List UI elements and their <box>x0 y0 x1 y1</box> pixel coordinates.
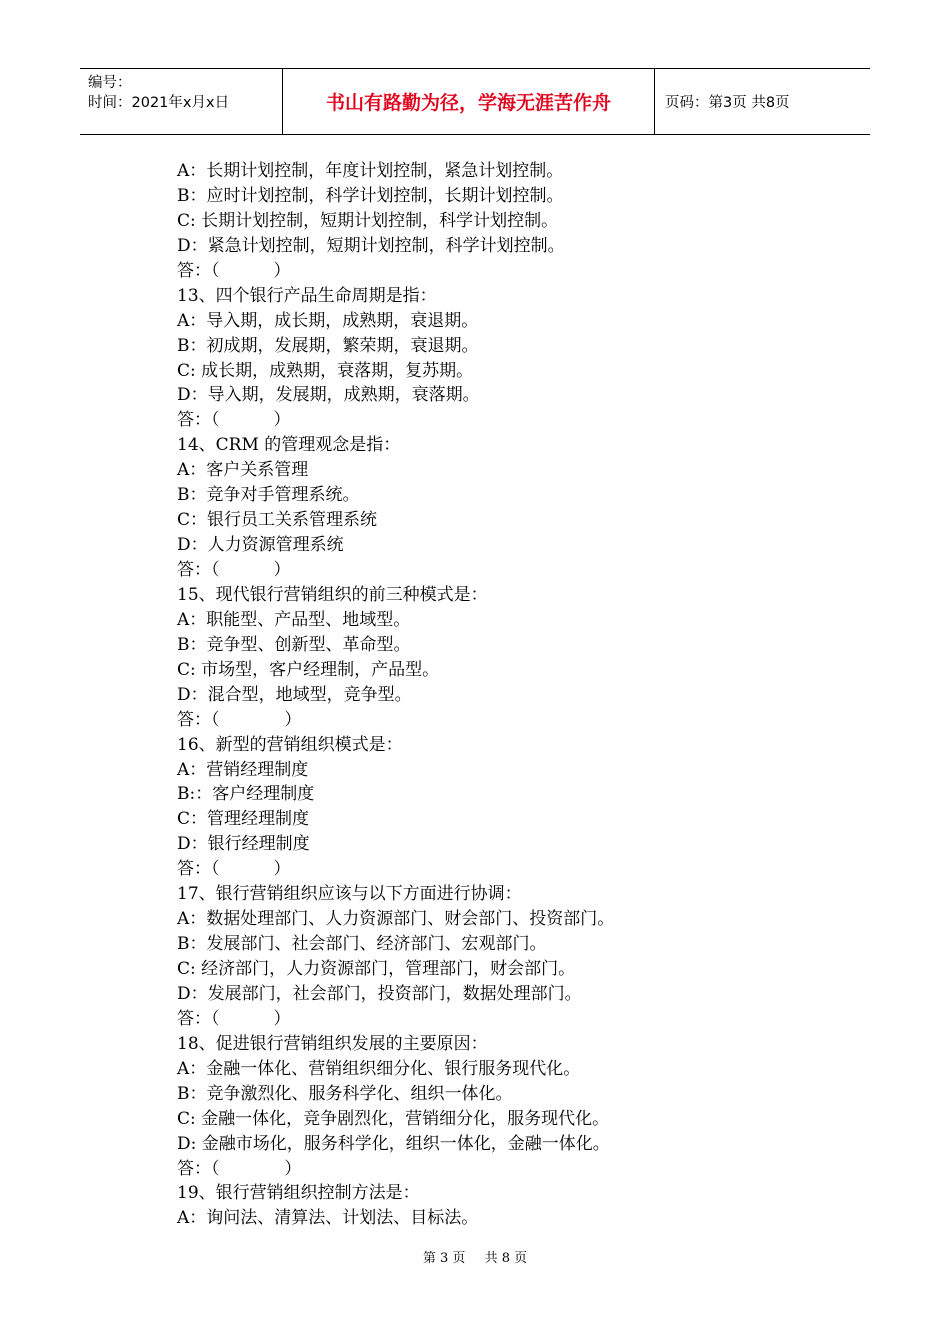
text-line: D：导入期，发展期，成熟期，衰落期。 <box>177 385 480 406</box>
text-line: B：发展部门、社会部门、经济部门、宏观部门。 <box>177 934 547 955</box>
footer-page-total: 共 8 页 <box>484 1251 528 1266</box>
text-line: C: 经济部门，人力资源部门，管理部门，财会部门。 <box>177 959 576 979</box>
answer-line: 答：（ ） <box>177 410 291 431</box>
question-title: 17、银行营销组织应该与以下方面进行协调： <box>177 884 522 905</box>
text-line: C: 长期计划控制，短期计划控制，科学计划控制。 <box>177 210 559 231</box>
text-line: A：金融一体化、营销组织细分化、银行服务现代化。 <box>177 1058 581 1079</box>
answer-line: 答：（ ） <box>177 859 291 880</box>
question-title: 14、CRM 的管理观念是指： <box>177 435 401 456</box>
text-line: D：混合型，地域型，竞争型。 <box>177 684 412 705</box>
text-line: B：应时计划控制，科学计划控制，长期计划控制。 <box>177 185 564 206</box>
text-line: C：管理经理制度 <box>177 809 310 830</box>
text-line: C: 金融一体化，竞争剧烈化，营销细分化，服务现代化。 <box>177 1108 610 1129</box>
question-title: 19、银行营销组织控制方法是： <box>177 1183 420 1204</box>
text-line: D：紧急计划控制，短期计划控制，科学计划控制。 <box>177 235 565 256</box>
question-title: 16、新型的营销组织模式是： <box>177 734 403 755</box>
answer-line: 答：（ ） <box>177 1008 291 1029</box>
text-line: D: 金融市场化，服务科学化，组织一体化，金融一体化。 <box>177 1133 610 1154</box>
question-title: 18、促进银行营销组织发展的主要原因： <box>177 1033 488 1054</box>
header-motto: 书山有路勤为径，学海无涯苦作舟 <box>283 69 655 134</box>
question-title: 13、四个银行产品生命周期是指： <box>177 285 437 306</box>
text-line: B:：客户经理制度 <box>177 784 315 805</box>
document-number-label: 编号： <box>88 75 132 91</box>
answer-line: 答：（ ） <box>177 560 291 580</box>
text-line: B：竞争对手管理系统。 <box>177 485 360 506</box>
text-line: C: 成长期，成熟期，衰落期，复苏期。 <box>177 360 474 381</box>
text-line: D：人力资源管理系统 <box>177 535 344 556</box>
text-line: A：数据处理部门、人力资源部门、财会部门、投资部门。 <box>177 909 615 930</box>
header-meta <box>80 69 283 134</box>
header-page-info: 页码：第3页 共8页 <box>665 95 790 111</box>
text-line: B：初成期，发展期，繁荣期，衰退期。 <box>177 335 479 356</box>
text-line: A：长期计划控制，年度计划控制，紧急计划控制。 <box>177 161 564 181</box>
text-line: A：客户关系管理 <box>177 460 309 481</box>
text-line: C: 市场型，客户经理制，产品型。 <box>177 659 440 680</box>
text-line: B：竞争型、创新型、革命型。 <box>177 634 411 655</box>
text-line: A：询问法、清算法、计划法、目标法。 <box>177 1208 479 1229</box>
page-footer <box>0 1247 950 1266</box>
text-line: A：营销经理制度 <box>177 759 309 780</box>
document-time-label: 时间：2021年x月x日 <box>88 95 230 111</box>
text-line: D：发展部门，社会部门，投资部门，数据处理部门。 <box>177 983 582 1004</box>
answer-line: 答：（ ） <box>177 260 291 281</box>
text-line: D：银行经理制度 <box>177 834 310 855</box>
text-line: A：导入期，成长期，成熟期，衰退期。 <box>177 310 479 331</box>
answer-line: 答：（ ） <box>177 1158 302 1179</box>
footer-page-number: 第 3 页 <box>422 1251 466 1266</box>
question-content <box>177 159 817 1231</box>
text-line: A：职能型、产品型、地域型。 <box>177 609 411 630</box>
question-title: 15、现代银行营销组织的前三种模式是： <box>177 584 488 605</box>
answer-line: 答：（ ） <box>177 709 302 730</box>
text-line: C：银行员工关系管理系统 <box>177 510 378 531</box>
page-header <box>80 68 870 135</box>
text-line: B：竞争激烈化、服务科学化、组织一体化。 <box>177 1083 513 1104</box>
